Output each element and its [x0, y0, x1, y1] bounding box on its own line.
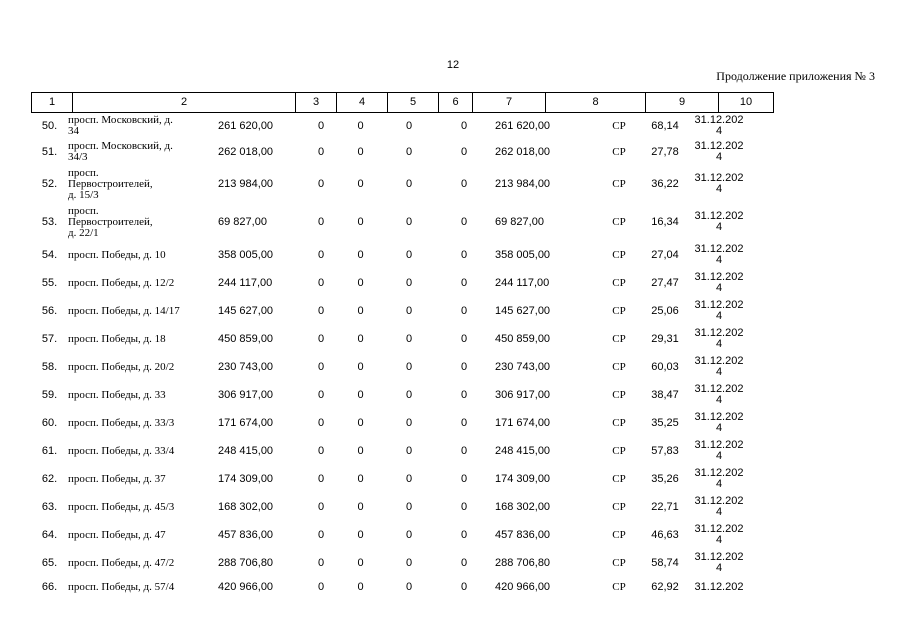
- amount-cell: 213 984,00: [218, 177, 274, 190]
- address-cell: [68, 325, 218, 353]
- address-line: просп. Победы, д. 37: [68, 472, 166, 485]
- amount-cell: 69 827,00: [218, 215, 267, 228]
- row-number: 63.: [41, 500, 58, 513]
- total-cell: 145 627,00: [495, 304, 551, 317]
- zero-cell: 0: [405, 416, 413, 429]
- date-cell: [687, 241, 751, 269]
- category-cell: СР: [612, 472, 626, 485]
- zero-cell: 0: [317, 119, 325, 132]
- zero-cell: 0: [357, 304, 364, 317]
- zero-cell: 0: [405, 444, 413, 457]
- category-cell: СР: [612, 360, 626, 373]
- address-cell: [68, 269, 218, 297]
- value-cell: 22,71: [651, 500, 679, 513]
- header-cell: 10: [719, 93, 774, 113]
- address-line: 34/3: [68, 151, 88, 163]
- address-line: просп. Победы, д. 12/2: [68, 276, 175, 289]
- address-line: просп. Победы, д. 57/4: [68, 580, 175, 593]
- zero-cell: 0: [460, 332, 468, 345]
- date-cell: [687, 297, 751, 325]
- table-row: [31, 549, 751, 577]
- zero-cell: 0: [460, 472, 468, 485]
- zero-cell: 0: [405, 360, 413, 373]
- date-line: 4: [715, 478, 723, 490]
- address-line: просп. Победы, д. 45/3: [68, 500, 175, 513]
- category-cell: СР: [612, 416, 626, 429]
- total-cell: 69 827,00: [495, 215, 544, 228]
- date-line: 31.12.202: [694, 551, 744, 563]
- total-cell: 262 018,00: [495, 145, 551, 158]
- row-number: 59.: [41, 388, 58, 401]
- total-cell: 244 117,00: [495, 276, 550, 289]
- date-cell: [687, 113, 751, 139]
- amount-cell: 457 836,00: [218, 528, 274, 541]
- address-line: просп. Московский, д.: [68, 114, 173, 126]
- table-row: [31, 165, 751, 203]
- row-number: 52.: [41, 177, 58, 190]
- zero-cell: 0: [357, 472, 364, 485]
- zero-cell: 0: [357, 119, 364, 132]
- value-cell: 38,47: [651, 388, 679, 401]
- table-row: [31, 113, 751, 139]
- date-line: 31.12.202: [694, 495, 744, 507]
- date-line: 4: [715, 394, 723, 406]
- amount-cell: 230 743,00: [218, 360, 274, 373]
- date-cell: [687, 353, 751, 381]
- table-row: [31, 325, 751, 353]
- zero-cell: 0: [405, 304, 413, 317]
- header-cell: 5: [388, 93, 439, 113]
- date-line: 31.12.202: [694, 140, 744, 152]
- zero-cell: 0: [405, 580, 413, 593]
- zero-cell: 0: [317, 248, 325, 261]
- date-cell: [687, 521, 751, 549]
- zero-cell: 0: [405, 248, 413, 261]
- total-cell: 288 706,80: [495, 556, 551, 569]
- date-cell: [687, 577, 751, 597]
- address-cell: [68, 381, 218, 409]
- zero-cell: 0: [317, 528, 325, 541]
- row-number: 66.: [41, 580, 58, 593]
- amount-cell: 171 674,00: [218, 416, 274, 429]
- address-cell: [68, 577, 218, 597]
- header-cell: 9: [646, 93, 719, 113]
- table-row: [31, 381, 751, 409]
- date-cell: [687, 139, 751, 165]
- zero-cell: 0: [460, 304, 468, 317]
- total-cell: 420 966,00: [495, 580, 551, 593]
- address-cell: [68, 139, 218, 165]
- address-line: просп. Победы, д. 33/4: [68, 444, 175, 457]
- zero-cell: 0: [460, 416, 468, 429]
- column-header-table: [31, 92, 774, 113]
- amount-cell: 262 018,00: [218, 145, 274, 158]
- page-number: 12: [446, 59, 460, 71]
- zero-cell: 0: [317, 360, 325, 373]
- address-cell: [68, 437, 218, 465]
- table-row: [31, 353, 751, 381]
- address-line: д. 22/1: [68, 226, 99, 239]
- zero-cell: 0: [317, 276, 325, 289]
- zero-cell: 0: [357, 556, 364, 569]
- total-cell: 358 005,00: [495, 248, 551, 261]
- date-line: 31.12.202: [694, 299, 744, 311]
- address-line: просп. Победы, д. 18: [68, 332, 166, 345]
- address-line: просп. Московский, д.: [68, 140, 173, 152]
- zero-cell: 0: [357, 215, 364, 228]
- date-cell: [687, 549, 751, 577]
- date-line: 31.12.202: [694, 383, 744, 395]
- table-row: [31, 297, 751, 325]
- table-row: [31, 203, 751, 241]
- address-line: просп. Победы, д. 47: [68, 528, 166, 541]
- total-cell: 174 309,00: [495, 472, 551, 485]
- address-line: д. 15/3: [68, 188, 99, 201]
- date-line: 31.12.202: [694, 243, 744, 255]
- zero-cell: 0: [357, 580, 364, 593]
- address-line: просп.: [68, 166, 99, 179]
- date-line: 4: [715, 450, 723, 462]
- zero-cell: 0: [357, 332, 364, 345]
- address-line: просп. Победы, д. 14/17: [68, 304, 180, 317]
- row-number: 51.: [41, 145, 58, 158]
- date-line: 31.12.202: [694, 114, 744, 126]
- date-line: 4: [715, 151, 723, 163]
- zero-cell: 0: [460, 388, 468, 401]
- table-row: [31, 437, 751, 465]
- date-line: 4: [715, 221, 723, 233]
- zero-cell: 0: [405, 472, 413, 485]
- header-cell: 7: [473, 93, 546, 113]
- amount-cell: 358 005,00: [218, 248, 274, 261]
- table-row: [31, 521, 751, 549]
- address-line: Первостроителей,: [68, 215, 153, 228]
- zero-cell: 0: [317, 472, 325, 485]
- zero-cell: 0: [357, 388, 364, 401]
- zero-cell: 0: [405, 556, 413, 569]
- date-line: 31.12.202: [694, 467, 744, 479]
- zero-cell: 0: [405, 332, 413, 345]
- value-cell: 57,83: [651, 444, 679, 457]
- category-cell: СР: [612, 332, 626, 345]
- address-cell: [68, 113, 218, 139]
- zero-cell: 0: [460, 119, 468, 132]
- value-cell: 16,34: [651, 215, 679, 228]
- amount-cell: 174 309,00: [218, 472, 274, 485]
- table-row: [31, 241, 751, 269]
- zero-cell: 0: [405, 276, 413, 289]
- category-cell: СР: [612, 119, 626, 132]
- zero-cell: 0: [460, 444, 468, 457]
- data-table: [31, 113, 751, 597]
- address-line: Первостроителей,: [68, 177, 153, 190]
- date-line: 4: [715, 506, 723, 518]
- date-line: 31.12.202: [694, 439, 744, 451]
- value-cell: 60,03: [651, 360, 679, 373]
- table-row: [31, 269, 751, 297]
- amount-cell: 145 627,00: [218, 304, 274, 317]
- address-line: 34: [68, 125, 79, 137]
- header-row: [32, 93, 774, 113]
- date-line: 31.12.202: [694, 580, 744, 593]
- address-cell: [68, 203, 218, 241]
- header-cell: 1: [32, 93, 73, 113]
- row-number: 54.: [41, 248, 58, 261]
- address-cell: [68, 409, 218, 437]
- zero-cell: 0: [317, 215, 325, 228]
- date-cell: [687, 203, 751, 241]
- amount-cell: 248 415,00: [218, 444, 274, 457]
- zero-cell: 0: [460, 528, 468, 541]
- date-cell: [687, 465, 751, 493]
- date-line: 4: [715, 310, 723, 322]
- zero-cell: 0: [357, 248, 364, 261]
- value-cell: 62,92: [651, 580, 679, 593]
- zero-cell: 0: [317, 388, 325, 401]
- date-line: 4: [715, 422, 723, 434]
- zero-cell: 0: [357, 416, 364, 429]
- row-number: 60.: [41, 416, 58, 429]
- date-cell: [687, 437, 751, 465]
- zero-cell: 0: [357, 145, 364, 158]
- total-cell: 248 415,00: [495, 444, 551, 457]
- row-number: 58.: [41, 360, 58, 373]
- zero-cell: 0: [405, 145, 413, 158]
- zero-cell: 0: [317, 444, 325, 457]
- category-cell: СР: [612, 304, 626, 317]
- date-line: 31.12.202: [694, 523, 744, 535]
- amount-cell: 244 117,00: [218, 276, 273, 289]
- date-line: 4: [715, 366, 723, 378]
- address-cell: [68, 521, 218, 549]
- value-cell: 27,78: [651, 145, 679, 158]
- zero-cell: 0: [357, 444, 364, 457]
- header-cell: 2: [73, 93, 296, 113]
- total-cell: 171 674,00: [495, 416, 551, 429]
- zero-cell: 0: [317, 332, 325, 345]
- zero-cell: 0: [317, 145, 325, 158]
- category-cell: СР: [612, 276, 626, 289]
- table-row: [31, 409, 751, 437]
- amount-cell: 420 966,00: [218, 580, 274, 593]
- address-line: просп. Победы, д. 20/2: [68, 360, 175, 373]
- date-line: 31.12.202: [694, 210, 744, 222]
- table-row: [31, 139, 751, 165]
- row-number: 64.: [41, 528, 58, 541]
- date-line: 31.12.202: [694, 327, 744, 339]
- address-cell: [68, 465, 218, 493]
- total-cell: 213 984,00: [495, 177, 551, 190]
- row-number: 55.: [41, 276, 58, 289]
- value-cell: 29,31: [651, 332, 679, 345]
- address-cell: [68, 353, 218, 381]
- value-cell: 46,63: [651, 528, 679, 541]
- row-number: 61.: [41, 444, 58, 457]
- value-cell: 27,47: [651, 276, 679, 289]
- value-cell: 35,25: [651, 416, 679, 429]
- total-cell: 168 302,00: [495, 500, 551, 513]
- zero-cell: 0: [460, 556, 468, 569]
- zero-cell: 0: [317, 177, 325, 190]
- date-cell: [687, 165, 751, 203]
- zero-cell: 0: [317, 556, 325, 569]
- zero-cell: 0: [460, 360, 468, 373]
- row-number: 65.: [41, 556, 58, 569]
- date-line: 4: [715, 282, 723, 294]
- row-number: 50.: [41, 119, 58, 132]
- date-line: 31.12.202: [694, 355, 744, 367]
- zero-cell: 0: [460, 276, 468, 289]
- zero-cell: 0: [317, 416, 325, 429]
- category-cell: СР: [612, 528, 626, 541]
- category-cell: СР: [612, 500, 626, 513]
- category-cell: СР: [612, 215, 626, 228]
- date-cell: [687, 381, 751, 409]
- table-body: [31, 113, 751, 597]
- zero-cell: 0: [405, 119, 413, 132]
- zero-cell: 0: [405, 528, 413, 541]
- date-line: 4: [715, 125, 723, 137]
- address-cell: [68, 297, 218, 325]
- date-cell: [687, 409, 751, 437]
- address-cell: [68, 549, 218, 577]
- address-cell: [68, 165, 218, 203]
- date-line: 31.12.202: [694, 172, 744, 184]
- value-cell: 58,74: [651, 556, 679, 569]
- date-line: 4: [715, 183, 723, 195]
- zero-cell: 0: [317, 580, 325, 593]
- zero-cell: 0: [405, 500, 413, 513]
- category-cell: СР: [612, 388, 626, 401]
- address-line: просп.: [68, 204, 99, 217]
- zero-cell: 0: [460, 580, 468, 593]
- address-cell: [68, 241, 218, 269]
- date-line: 4: [715, 338, 723, 350]
- zero-cell: 0: [460, 248, 468, 261]
- continuation-label: Продолжение приложения № 3: [716, 69, 875, 83]
- category-cell: СР: [612, 248, 626, 261]
- address-line: просп. Победы, д. 10: [68, 248, 166, 261]
- zero-cell: 0: [357, 177, 364, 190]
- row-number: 53.: [41, 215, 58, 228]
- amount-cell: 288 706,80: [218, 556, 274, 569]
- date-line: 4: [715, 254, 723, 266]
- zero-cell: 0: [357, 528, 364, 541]
- total-cell: 450 859,00: [495, 332, 551, 345]
- header-cell: 3: [296, 93, 337, 113]
- zero-cell: 0: [405, 388, 413, 401]
- table-row: [31, 465, 751, 493]
- amount-cell: 306 917,00: [218, 388, 274, 401]
- header-cell: 4: [337, 93, 388, 113]
- date-line: 4: [715, 562, 723, 574]
- zero-cell: 0: [460, 177, 468, 190]
- value-cell: 35,26: [651, 472, 679, 485]
- zero-cell: 0: [405, 215, 413, 228]
- row-number: 56.: [41, 304, 58, 317]
- zero-cell: 0: [460, 215, 468, 228]
- date-cell: [687, 325, 751, 353]
- zero-cell: 0: [357, 500, 364, 513]
- amount-cell: 450 859,00: [218, 332, 274, 345]
- value-cell: 68,14: [651, 119, 679, 132]
- zero-cell: 0: [405, 177, 413, 190]
- date-line: 4: [715, 534, 723, 546]
- category-cell: СР: [612, 177, 626, 190]
- category-cell: СР: [612, 444, 626, 457]
- date-cell: [687, 493, 751, 521]
- address-line: просп. Победы, д. 33/3: [68, 416, 175, 429]
- value-cell: 27,04: [651, 248, 679, 261]
- header-cell: 6: [439, 93, 473, 113]
- address-cell: [68, 493, 218, 521]
- value-cell: 36,22: [651, 177, 679, 190]
- date-cell: [687, 269, 751, 297]
- total-cell: 306 917,00: [495, 388, 551, 401]
- total-cell: 457 836,00: [495, 528, 551, 541]
- table-row: [31, 577, 751, 597]
- category-cell: СР: [612, 556, 626, 569]
- value-cell: 25,06: [651, 304, 679, 317]
- zero-cell: 0: [317, 500, 325, 513]
- zero-cell: 0: [460, 500, 468, 513]
- row-number: 57.: [41, 332, 58, 345]
- header-cell: 8: [546, 93, 646, 113]
- address-line: просп. Победы, д. 33: [68, 388, 166, 401]
- date-line: 31.12.202: [694, 411, 744, 423]
- zero-cell: 0: [317, 304, 325, 317]
- zero-cell: 0: [357, 360, 364, 373]
- amount-cell: 261 620,00: [218, 119, 274, 132]
- row-number: 62.: [41, 472, 58, 485]
- zero-cell: 0: [357, 276, 364, 289]
- zero-cell: 0: [460, 145, 468, 158]
- date-line: 31.12.202: [694, 271, 744, 283]
- address-line: просп. Победы, д. 47/2: [68, 556, 175, 569]
- total-cell: 230 743,00: [495, 360, 551, 373]
- category-cell: СР: [612, 145, 626, 158]
- category-cell: СР: [612, 580, 626, 593]
- table-row: [31, 493, 751, 521]
- amount-cell: 168 302,00: [218, 500, 274, 513]
- total-cell: 261 620,00: [495, 119, 551, 132]
